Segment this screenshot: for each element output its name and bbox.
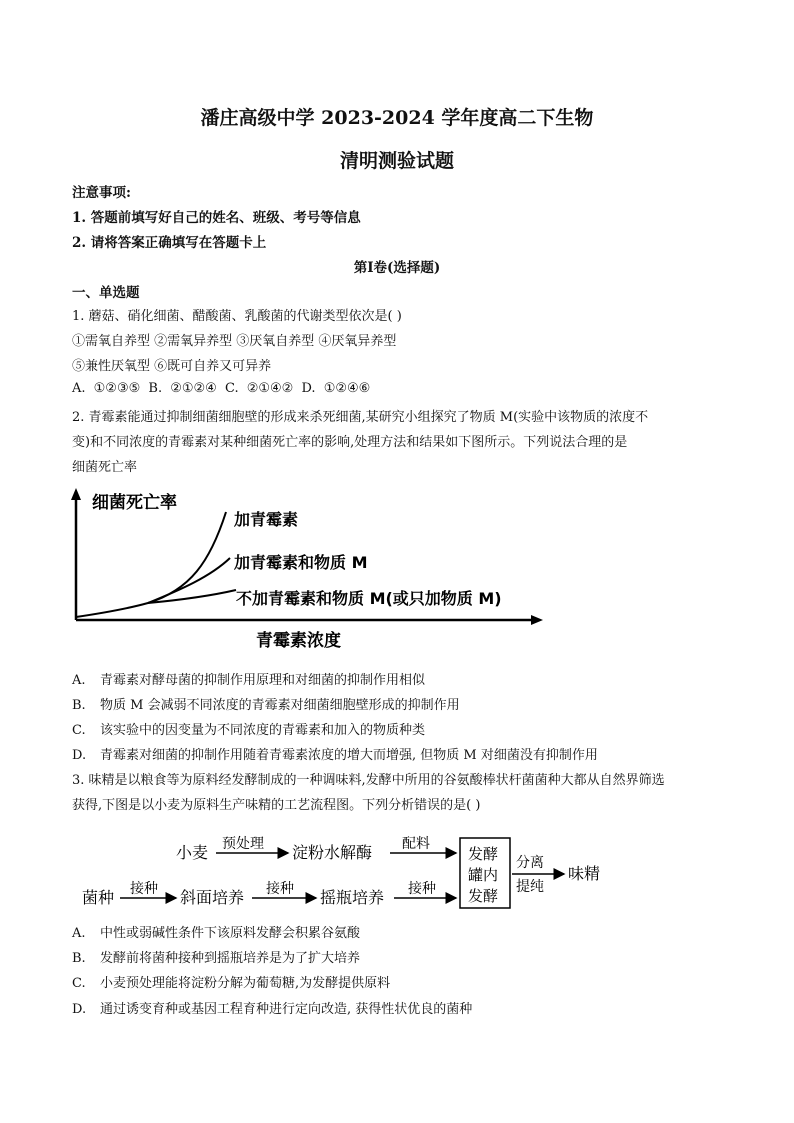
y-axis-arrow-icon xyxy=(71,488,81,500)
q3-option-d: D. 通过诱变育种或基因工程育种进行定向改造, 获得性状优良的菌种 xyxy=(72,1002,473,1017)
q2-stem-line-2: 变)和不同浓度的青霉素对某种细菌死亡率的影响,处理方法和结果如下图所示。下列说法合理的是 xyxy=(72,435,628,450)
volume-title: 第Ⅰ卷(选择题) xyxy=(353,260,441,276)
q2-figure xyxy=(60,482,580,662)
q2-option-b: B. 物质 M 会减弱不同浓度的青霉素对细菌细胞壁形成的抑制作用 xyxy=(72,698,460,713)
q2-stem-line-1: 2. 青霉素能通过抑制细菌细胞壁的形成来杀死细菌,某研究小组探究了物质 M(实验中该物质的浓度不 xyxy=(72,410,649,425)
q2-option-d: D. 青霉素对细菌的抑制作用随着青霉素浓度的增大而增强, 但物质 M 对细菌没有抑制作用 xyxy=(72,748,598,763)
q3-flowchart xyxy=(70,828,630,914)
flow-strain: 菌种 xyxy=(82,888,115,907)
flow-inoculate-3: 接种 xyxy=(408,881,436,897)
q3-stem-line-1: 3. 味精是以粮食等为原料经发酵制成的一种调味料,发酵中所用的谷氨酸棒状杆菌菌种大都从自然界筛选 xyxy=(72,773,665,788)
flow-inoculate-2: 接种 xyxy=(266,881,294,897)
notice-item-1: 1. 答题前填写好自己的姓名、班级、考号等信息 xyxy=(72,210,361,226)
x-axis-label: 青霉素浓度 xyxy=(256,631,341,651)
q1-options: A. ①②③⑤ B. ②①②④ C. ②①④② D. ①②④⑥ xyxy=(72,381,371,396)
flow-msg: 味精 xyxy=(568,864,601,883)
flow-separate: 分离 xyxy=(516,855,544,871)
section-title: 一、单选题 xyxy=(72,285,140,301)
flow-slant: 斜面培养 xyxy=(180,888,245,907)
flow-pretreat: 预处理 xyxy=(222,836,264,852)
flow-inoculate-1: 接种 xyxy=(130,881,158,897)
flow-ferment-line-1: 发酵 xyxy=(468,845,499,863)
notice-item-2: 2. 请将答案正确填写在答题卡上 xyxy=(72,235,267,251)
q3-option-c: C. 小麦预处理能将淀粉分解为葡萄糖,为发酵提供原料 xyxy=(72,976,391,991)
curve-penicillin-label: 加青霉素 xyxy=(234,510,299,529)
curve-control-label: 不加青霉素和物质 M(或只加物质 M) xyxy=(236,589,502,608)
flow-mix: 配料 xyxy=(402,836,430,852)
flow-purify: 提纯 xyxy=(516,879,544,895)
q3-option-a: A. 中性或弱碱性条件下该原料发酵会积累谷氨酸 xyxy=(72,926,361,941)
q2-option-a: A. 青霉素对酵母菌的抑制作用原理和对细菌的抑制作用相似 xyxy=(72,673,426,688)
x-axis-arrow-icon xyxy=(531,615,543,625)
exam-title: 潘庄高级中学 2023-2024 学年度高二下生物 xyxy=(200,107,594,129)
q3-option-b: B. 发酵前将菌种接种到摇瓶培养是为了扩大培养 xyxy=(72,951,361,966)
curve-penicillin-and-m-label: 加青霉素和物质 M xyxy=(234,553,368,572)
notice-heading: 注意事项: xyxy=(72,185,131,201)
y-axis-label: 细菌死亡率 xyxy=(92,493,177,513)
q3-stem-line-2: 获得,下图是以小麦为原料生产味精的工艺流程图。下列分析错误的是( ) xyxy=(72,798,481,813)
q2-stem-line-3: 细菌死亡率 xyxy=(72,460,138,475)
flow-ferment-line-2: 罐内 xyxy=(468,866,499,884)
flow-shake: 摇瓶培养 xyxy=(320,888,385,907)
flow-ferment-line-3: 发酵 xyxy=(468,887,499,905)
flow-starch: 淀粉水解酶 xyxy=(292,843,373,862)
q2-option-c: C. 该实验中的因变量为不同浓度的青霉素和加入的物质种类 xyxy=(72,723,426,738)
exam-subtitle: 清明测验试题 xyxy=(339,150,454,172)
flow-wheat: 小麦 xyxy=(176,843,209,862)
q1-choices-line-1: ①需氧自养型 ②需氧异养型 ③厌氧自养型 ④厌氧异养型 xyxy=(72,334,397,349)
q1-stem: 1. 蘑菇、硝化细菌、醋酸菌、乳酸菌的代谢类型依次是( ) xyxy=(72,309,402,324)
q1-choices-line-2: ⑤兼性厌氧型 ⑥既可自养又可异养 xyxy=(72,359,272,374)
